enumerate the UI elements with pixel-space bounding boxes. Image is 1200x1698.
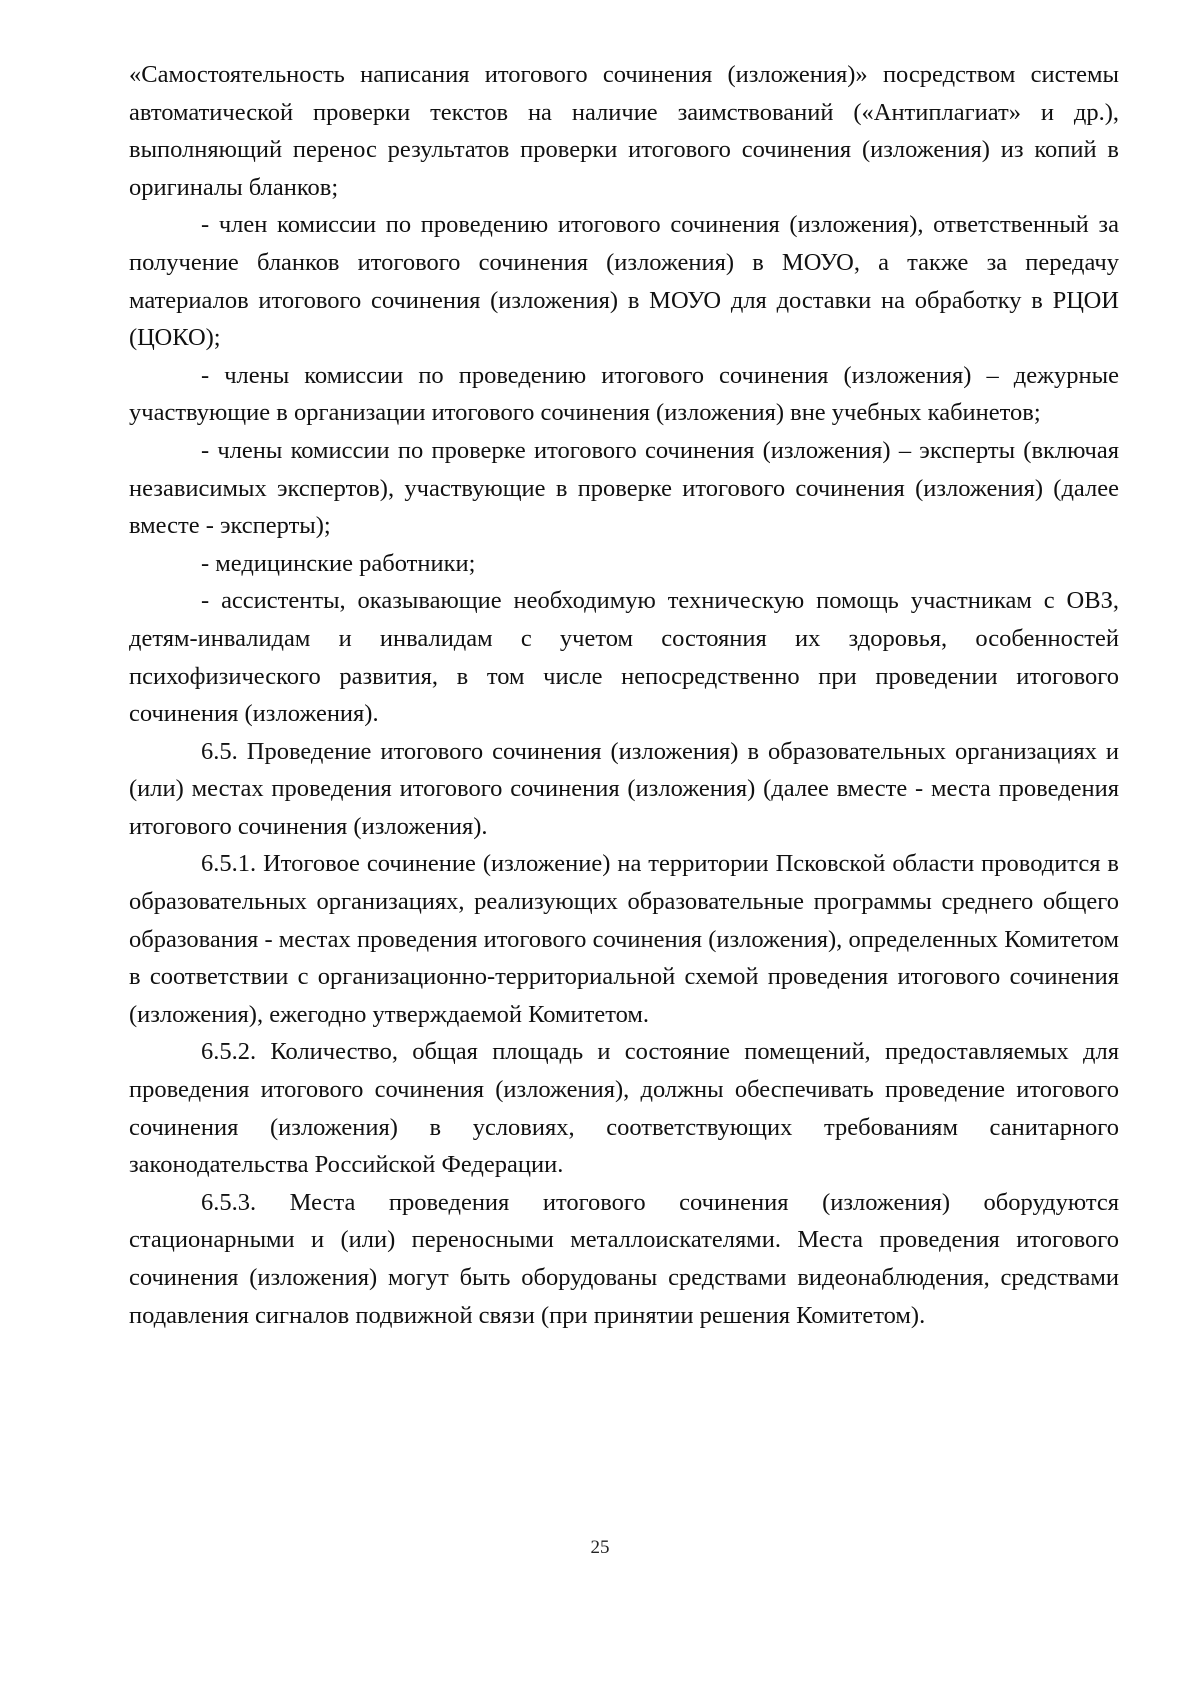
paragraph-list-item: - члены комиссии по проверке итогового сочинения (изложения) – эксперты (включая независимых экспертов), участвующие в проверке итогового сочинения (изложения) (далее вместе - эксперты);	[129, 436, 1119, 540]
paragraph-list-item: - ассистенты, оказывающие необходимую техническую помощь участникам с ОВЗ, детям-инвалидам и инвалидам с учетом состояния их здоровья, особенностей психофизического развития, в том числе непосредственно при проведении итогового сочинения (изложения).	[129, 587, 1119, 728]
paragraph-section: 6.5. Проведение итогового сочинения (изложения) в образовательных организациях и (или) местах проведения итогового сочинения (изложения) (далее вместе - места проведения итогового сочинения (изложения).	[129, 737, 1119, 840]
paragraph-list-item: - член комиссии по проведению итогового сочинения (изложения), ответственный за получение бланков итогового сочинения (изложения) в МОУО, а также за передачу материалов итогового сочинения (изложения) в МОУО для доставки на обработку в РЦОИ (ЦОКО);	[129, 211, 1119, 352]
paragraph-subsection: 6.5.2. Количество, общая площадь и состояние помещений, предоставляемых для проведения итогового сочинения (изложения), должны обеспечивать проведение итогового сочинения (изложения) в условиях, соответствующих требованиям санитарного законодательства Российской Федерации.	[129, 1038, 1119, 1179]
paragraph-list-item: - медицинские работники;	[201, 549, 476, 577]
paragraph-continuation: «Самостоятельность написания итогового сочинения (изложения)» посредством системы автоматической проверки текстов на наличие заимствований («Антиплагиат» и др.), выполняющий перенос результатов проверки итогового сочинения (изложения) из копий в оригиналы бланков;	[129, 61, 1119, 201]
document-page	[129, 56, 1119, 1334]
paragraph-list-item: - члены комиссии по проведению итогового сочинения (изложения) – дежурные участвующие в организации итогового сочинения (изложения) вне учебных кабинетов;	[129, 361, 1119, 427]
paragraph-subsection: 6.5.3. Места проведения итогового сочинения (изложения) оборудуются стационарными и (или) переносными металлоискателями. Места проведения итогового сочинения (изложения) могут быть оборудованы средствами видеонаблюдения, средствами подавления сигналов подвижной связи (при принятии решения Комитетом).	[129, 1188, 1119, 1329]
paragraph-subsection: 6.5.1. Итоговое сочинение (изложение) на территории Псковской области проводится в образовательных организациях, реализующих образовательные программы среднего общего образования - местах проведения итогового сочинения (изложения), определенных Комитетом в соответствии с организационно-территориальной схемой проведения итогового сочинения (изложения), ежегодно утверждаемой Комитетом.	[129, 850, 1119, 1028]
page-number: 25	[590, 1537, 610, 1558]
